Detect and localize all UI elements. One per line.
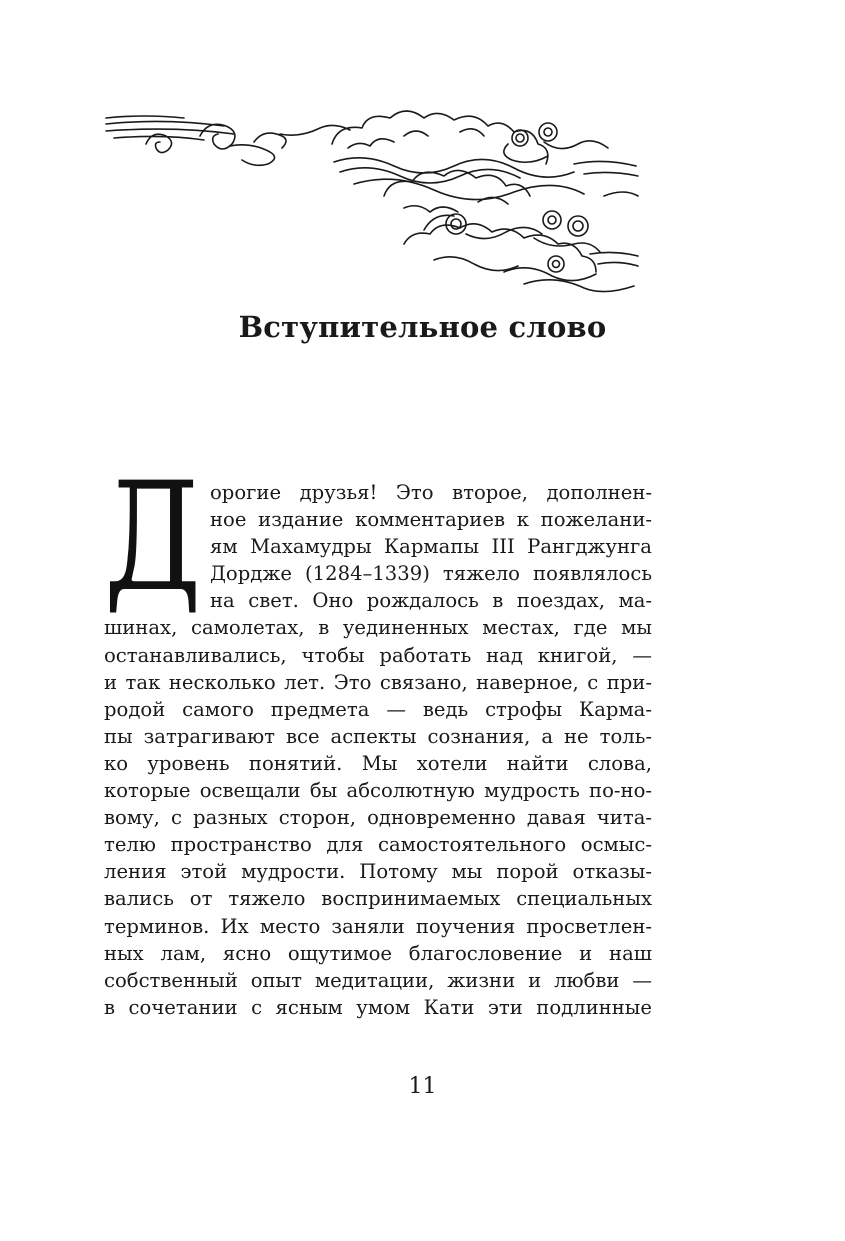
text-line: вались от тяжело воспринимаемых специальных	[104, 887, 652, 911]
text-line: останавливались, чтобы работать над книгой, —	[104, 643, 652, 667]
text-line: вому, с разных сторон, одновременно давая чита-	[104, 806, 652, 830]
text-line: ко уровень понятий. Мы хотели найти слова,	[104, 751, 652, 775]
body-text	[104, 451, 652, 1021]
drop-cap-letter: Д	[104, 451, 202, 625]
drop-cap	[104, 451, 202, 625]
text-line: в сочетании с ясным умом Кати эти подлинные	[104, 995, 652, 1019]
text-line: терминов. Их место заняли поучения просветлен-	[104, 914, 652, 938]
cloud-ornament	[104, 104, 640, 300]
text-line: на свет. Оно рождалось в поездах, ма-	[210, 589, 652, 613]
text-line: родой самого предмета — ведь строфы Карма-	[104, 697, 652, 721]
text-line: пы затрагивают все аспекты сознания, а не толь-	[104, 724, 652, 748]
text-line: ное издание комментариев к пожелани-	[210, 508, 652, 532]
text-line: ям Махамудры Кармапы III Рангджунга	[210, 535, 652, 559]
page-title: Вступительное слово	[238, 310, 607, 344]
text-line: ных лам, ясно ощутимое благословение и наш	[104, 941, 652, 965]
text-line: телю пространство для самостоятельного осмыс-	[104, 833, 652, 857]
text-line: орогие друзья! Это второе, дополнен-	[210, 481, 652, 504]
text-line: шинах, самолетах, в уединенных местах, где мы	[104, 616, 652, 640]
page-number: 11	[408, 1074, 437, 1099]
text-line: Дордже (1284–1339) тяжело появлялось	[210, 562, 652, 586]
text-line: которые освещали бы абсолютную мудрость по-но-	[104, 779, 652, 803]
text-line: собственный опыт медитации, жизни и любви —	[104, 968, 652, 992]
text-line: и так несколько лет. Это связано, наверное, с при-	[104, 670, 652, 694]
text-line: ления этой мудрости. Потому мы порой отказы-	[104, 860, 652, 884]
